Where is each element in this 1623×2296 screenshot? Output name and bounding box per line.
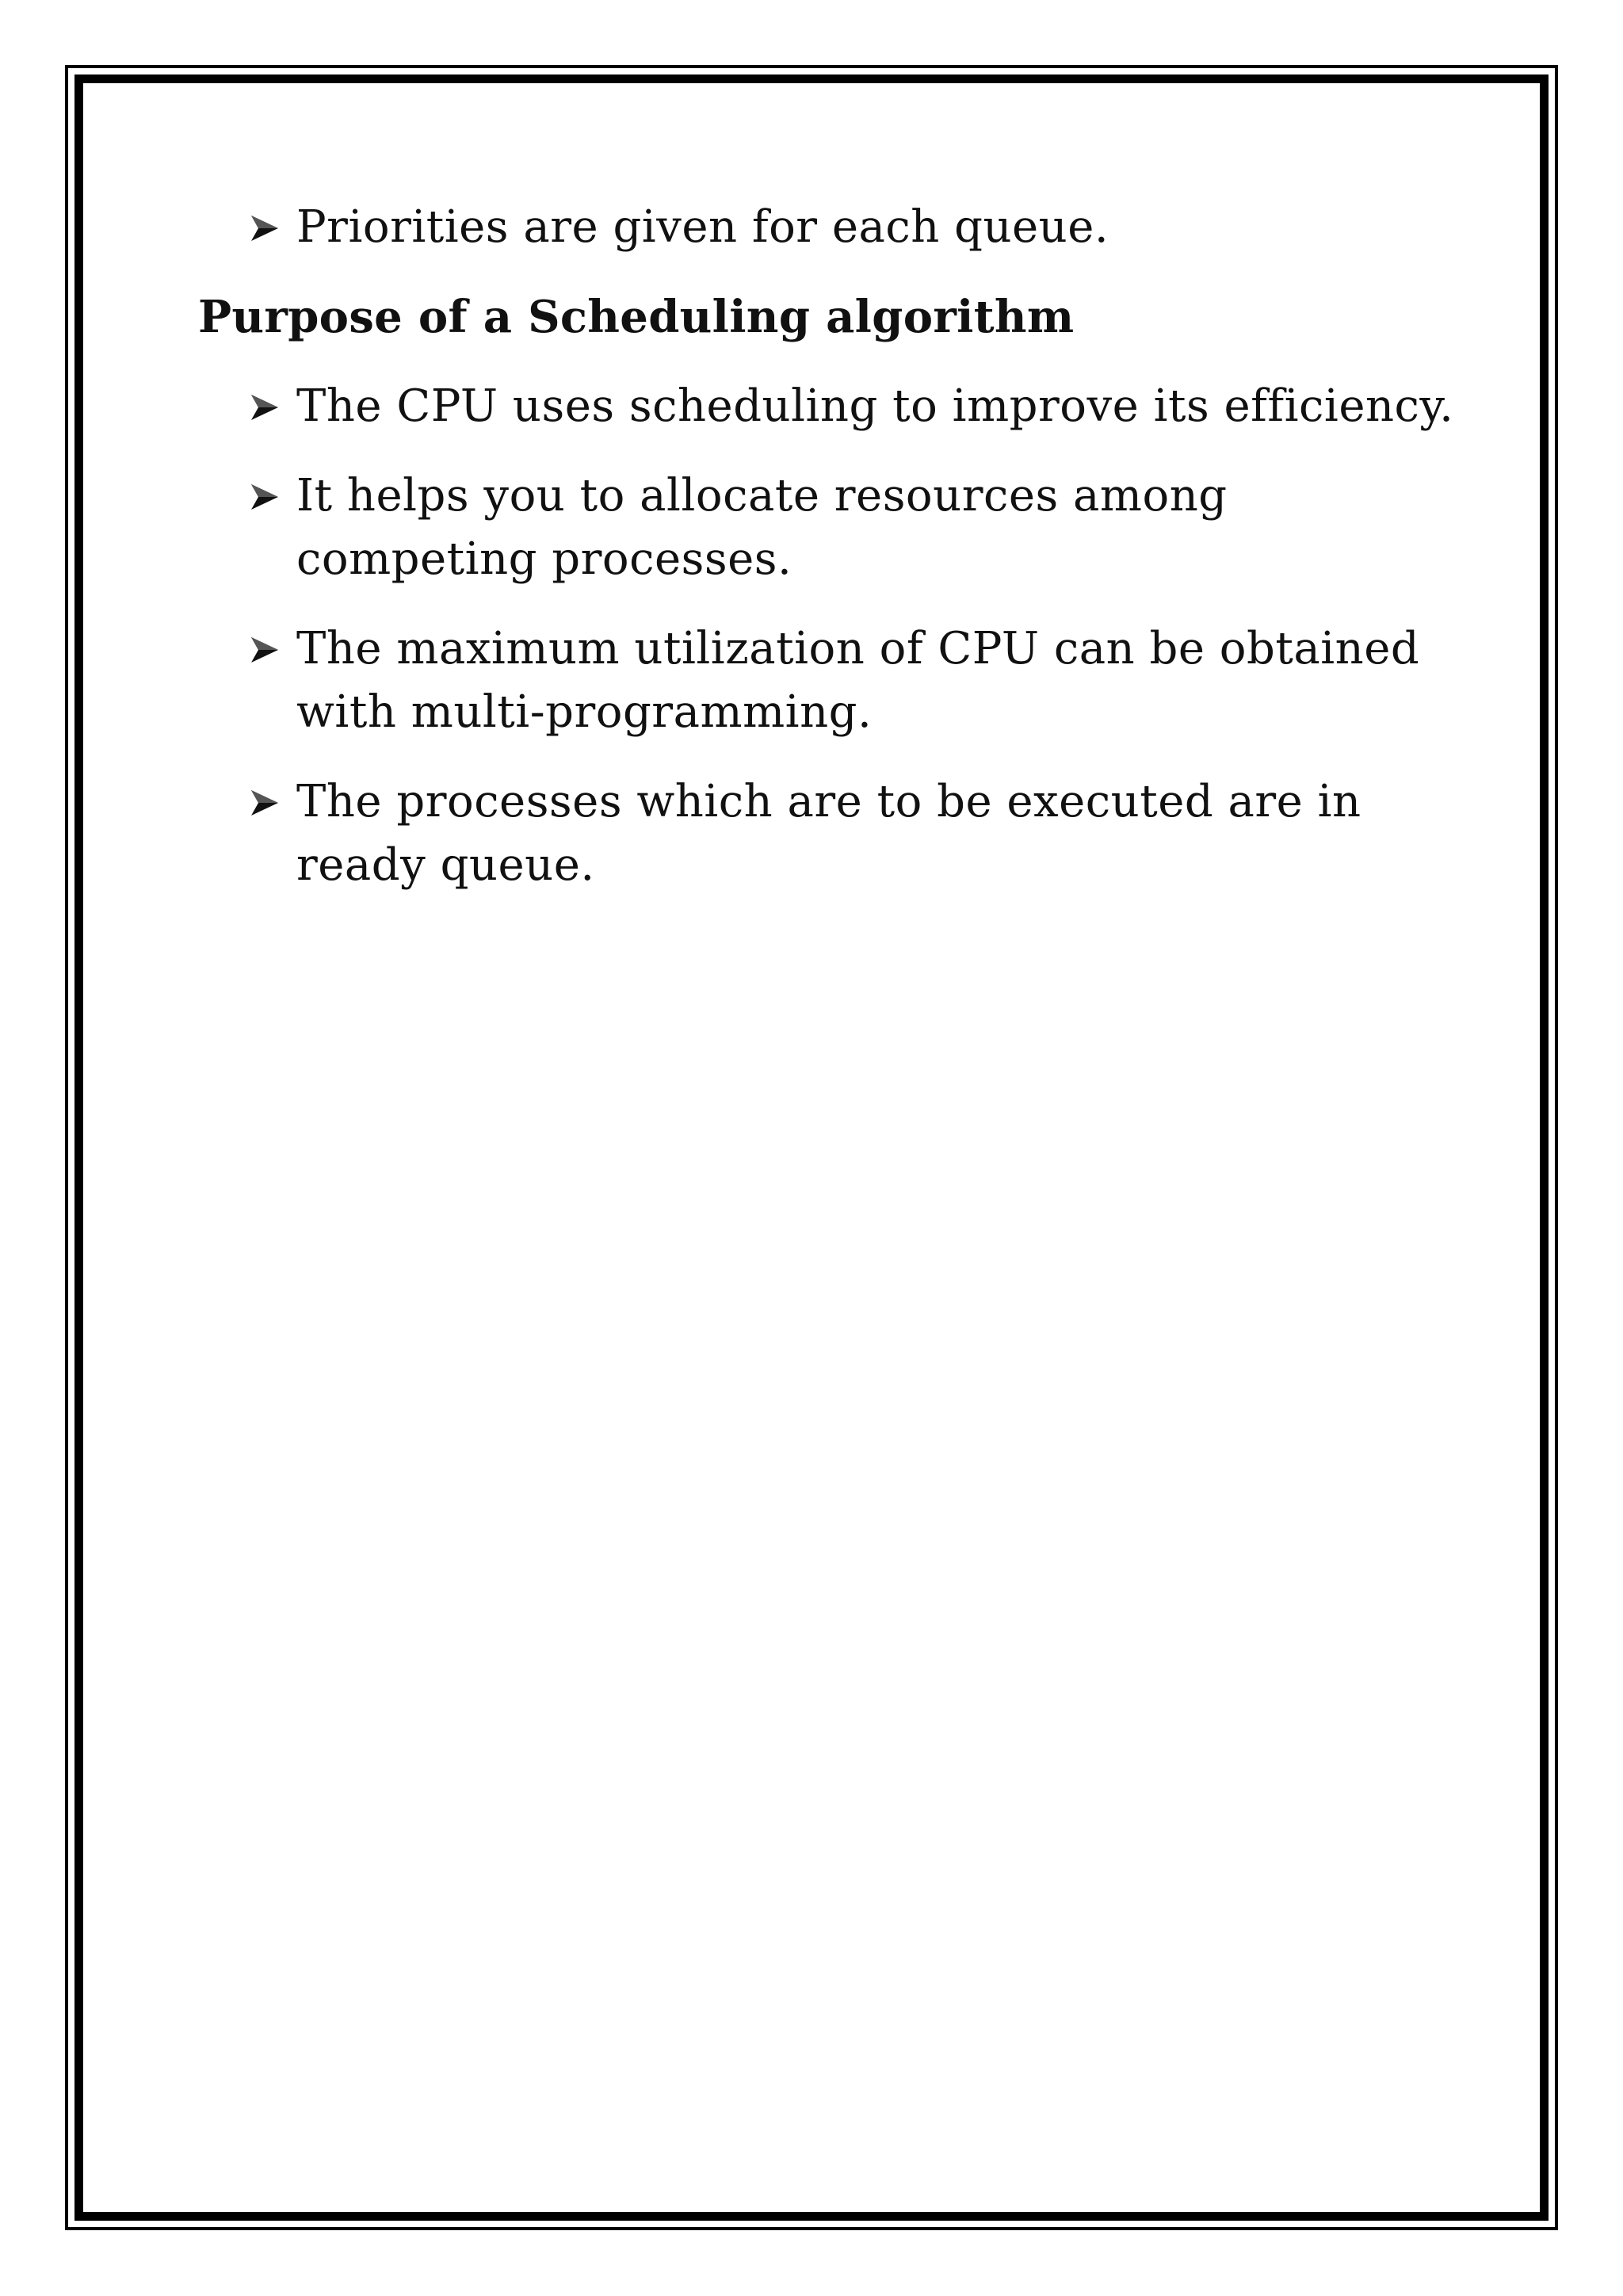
list-item [246, 196, 1517, 259]
arrow-bullet-icon [246, 617, 296, 681]
list-item-text: The maximum utilization of CPU can be obtained with multi-programming. [296, 623, 1420, 738]
list-item [246, 375, 1517, 438]
list-item [246, 464, 1517, 591]
arrow-bullet-icon [246, 770, 296, 834]
list-item-text: It helps you to allocate resources among competing processes. [296, 470, 1228, 585]
list-item-text: The processes which are to be executed are in ready queue. [296, 776, 1361, 891]
list-item [246, 617, 1517, 744]
arrow-bullet-icon [246, 196, 296, 259]
arrow-bullet-icon [246, 375, 296, 438]
list-item [246, 770, 1517, 897]
list-item-text: The CPU uses scheduling to improve its efficiency. [296, 380, 1454, 432]
arrow-bullet-icon [246, 464, 296, 528]
list-item-text: Priorities are given for each queue. [296, 201, 1109, 253]
section-heading: Purpose of a Scheduling algorithm [198, 291, 1075, 343]
